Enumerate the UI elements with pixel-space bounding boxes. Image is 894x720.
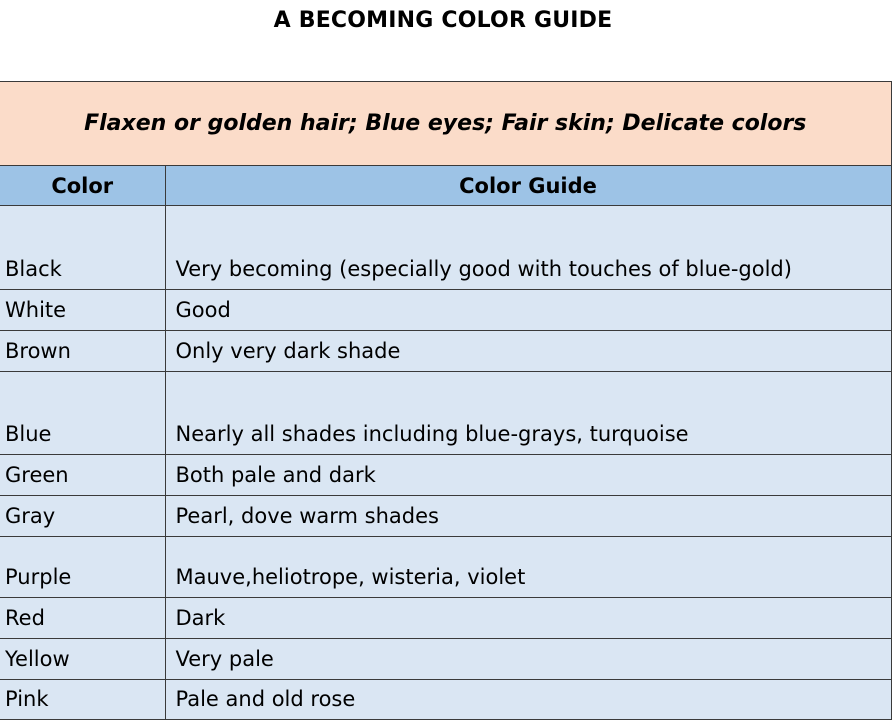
color-cell: Blue xyxy=(0,372,165,455)
table-row xyxy=(0,680,891,720)
guide-cell: Both pale and dark xyxy=(165,455,891,496)
color-cell: Red xyxy=(0,598,165,639)
guide-cell: Mauve,heliotrope, wisteria, violet xyxy=(165,537,891,598)
color-cell: Black xyxy=(0,206,165,290)
guide-cell: Good xyxy=(165,290,891,331)
guide-cell: Very becoming (especially good with touches of blue-gold) xyxy=(165,206,891,290)
page-title: A BECOMING COLOR GUIDE xyxy=(273,8,613,33)
color-cell: Brown xyxy=(0,331,165,372)
header-row xyxy=(0,166,891,206)
color-guide-table xyxy=(0,81,892,720)
color-cell: Pink xyxy=(0,680,165,720)
column-header-color: Color xyxy=(0,166,165,206)
color-cell: White xyxy=(0,290,165,331)
guide-cell: Pale and old rose xyxy=(165,680,891,720)
color-cell: Green xyxy=(0,455,165,496)
guide-cell: Only very dark shade xyxy=(165,331,891,372)
table-subtitle: Flaxen or golden hair; Blue eyes; Fair skin; Delicate colors xyxy=(0,82,891,166)
color-guide-table-container xyxy=(0,81,891,720)
table-row xyxy=(0,496,891,537)
guide-cell: Nearly all shades including blue-grays, turquoise xyxy=(165,372,891,455)
color-cell: Gray xyxy=(0,496,165,537)
table-row xyxy=(0,598,891,639)
table-row xyxy=(0,639,891,680)
subtitle-row xyxy=(0,82,891,166)
table-row xyxy=(0,206,891,290)
table-row xyxy=(0,372,891,455)
table-row xyxy=(0,455,891,496)
table-row xyxy=(0,537,891,598)
table-row xyxy=(0,290,891,331)
guide-cell: Dark xyxy=(165,598,891,639)
guide-cell: Very pale xyxy=(165,639,891,680)
table-row xyxy=(0,331,891,372)
color-cell: Yellow xyxy=(0,639,165,680)
color-cell: Purple xyxy=(0,537,165,598)
column-header-color-guide: Color Guide xyxy=(165,166,891,206)
guide-cell: Pearl, dove warm shades xyxy=(165,496,891,537)
